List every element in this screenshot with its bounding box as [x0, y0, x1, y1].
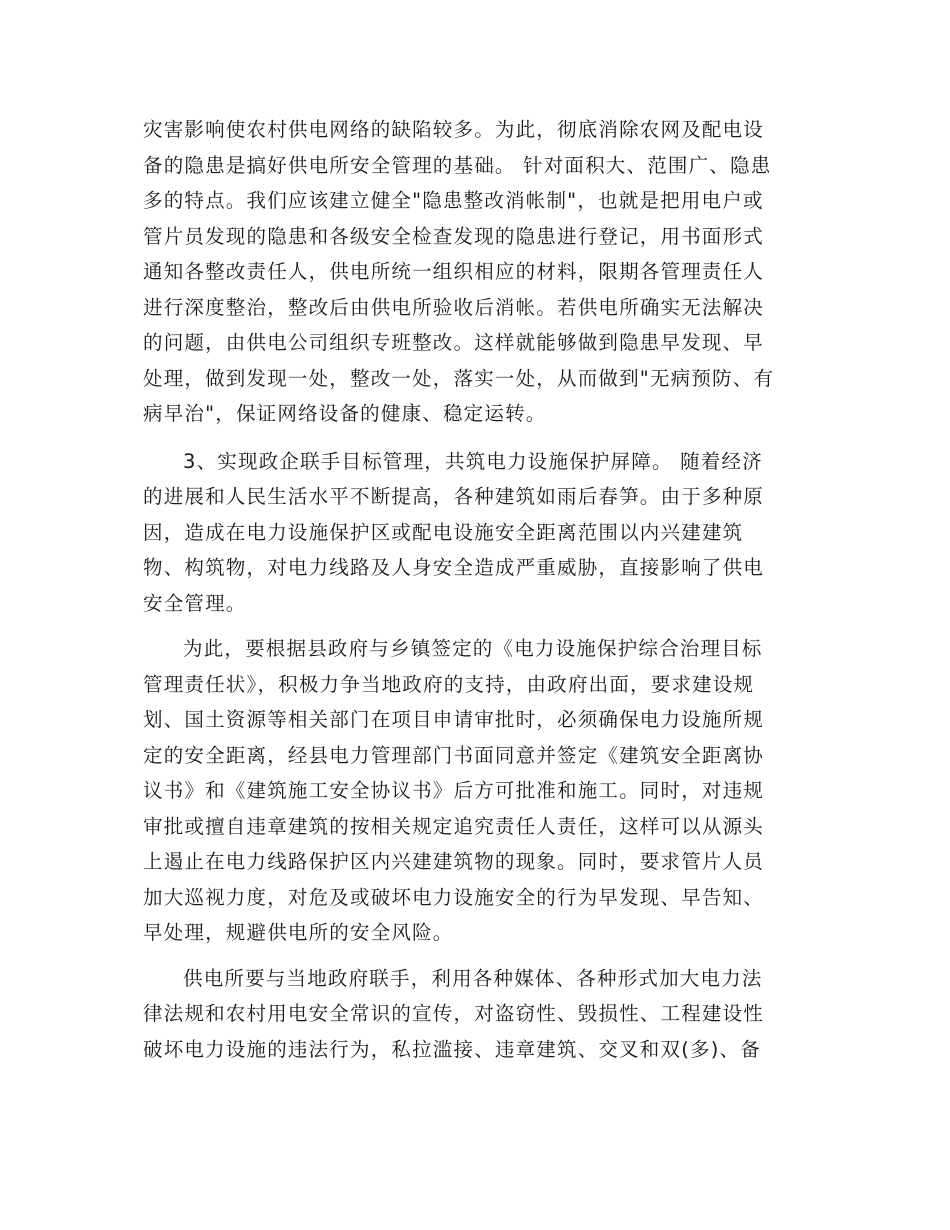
- text-line: 早处理，规避供电所的安全风险。: [143, 921, 454, 944]
- text-line: 多的特点。我们应该建立健全"隐患整改消帐制"，也就是把用电户或: [143, 189, 764, 212]
- text-line: 定的安全距离，经县电力管理部门书面同意并签定《建筑安全距离协: [143, 743, 765, 767]
- text-line: 上遏止在电力线路保护区内兴建建筑物的现象。同时，要求管片人员: [143, 850, 765, 873]
- text-line: 划、国土资源等相关部门在项目申请审批时，必须确保电力设施所规: [143, 708, 765, 731]
- text-line: 议书》和《建筑施工安全协议书》后方可批准和施工。同时，对违规: [143, 779, 765, 802]
- text-line: 律法规和农村用电安全常识的宣传，对盗窃性、毁损性、工程建设性: [143, 1002, 765, 1025]
- text-line: 安全管理。: [143, 591, 247, 615]
- text-line: 的进展和人民生活水平不断提高，各种建筑如雨后春笋。由于多种原: [143, 485, 765, 508]
- paragraph-1: [143, 112, 803, 432]
- text-line: 为此，要根据县政府与乡镇签定的《电力设施保护综合治理目标: [183, 637, 763, 660]
- text-line: 物、构筑物，对电力线路及人身安全造成严重威胁，直接影响了供电: [143, 556, 765, 579]
- text-line: 通知各整改责任人，供电所统一组织相应的材料，限期各管理责任人: [143, 260, 765, 283]
- text-line: 灾害影响使农村供电网络的缺陷较多。为此，彻底消除农网及配电设: [143, 118, 765, 141]
- text-line: 审批或擅自违章建筑的按相关规定追究责任人责任，这样可以从源头: [143, 814, 765, 838]
- text-line: 管片员发现的隐患和各级安全检查发现的隐患进行登记，用书面形式: [143, 224, 765, 248]
- text-line: 破坏电力设施的违法行为，私拉滥接、违章建筑、交叉和双(多)、备: [143, 1037, 761, 1061]
- text-line: 加大巡视力度，对危及或破坏电力设施安全的行为早发现、早告知、: [143, 885, 765, 909]
- paragraph-4: [143, 961, 803, 1068]
- text-line: 病早治"，保证网络设备的健康、稳定运转。: [143, 402, 547, 425]
- text-line: 管理责任状》，积极力争当地政府的支持，由政府出面，要求建设规: [143, 672, 755, 696]
- text-line: 处理，做到发现一处，整改一处，落实一处，从而做到"无病预防、有: [143, 366, 775, 390]
- paragraph-2: [143, 444, 803, 622]
- text-line: 备的隐患是搞好供电所安全管理的基础。 针对面积大、范围广、隐患: [143, 153, 772, 177]
- text-line: 的问题，由供电公司组织专班整改。这样就能够做到隐患早发现、早: [143, 331, 765, 354]
- document-body: [143, 112, 803, 1067]
- text-line: 供电所要与当地政府联手，利用各种媒体、各种形式加大电力法: [183, 966, 763, 990]
- paragraph-3: [143, 631, 803, 951]
- text-line: 因，造成在电力设施保护区或配电设施安全距离范围以内兴建建筑: [143, 520, 744, 544]
- text-line: 3、实现政企联手目标管理，共筑电力设施保护屏障。 随着经济: [183, 449, 763, 473]
- text-line: 进行深度整治，整改后由供电所验收后消帐。若供电所确实无法解决: [143, 295, 765, 319]
